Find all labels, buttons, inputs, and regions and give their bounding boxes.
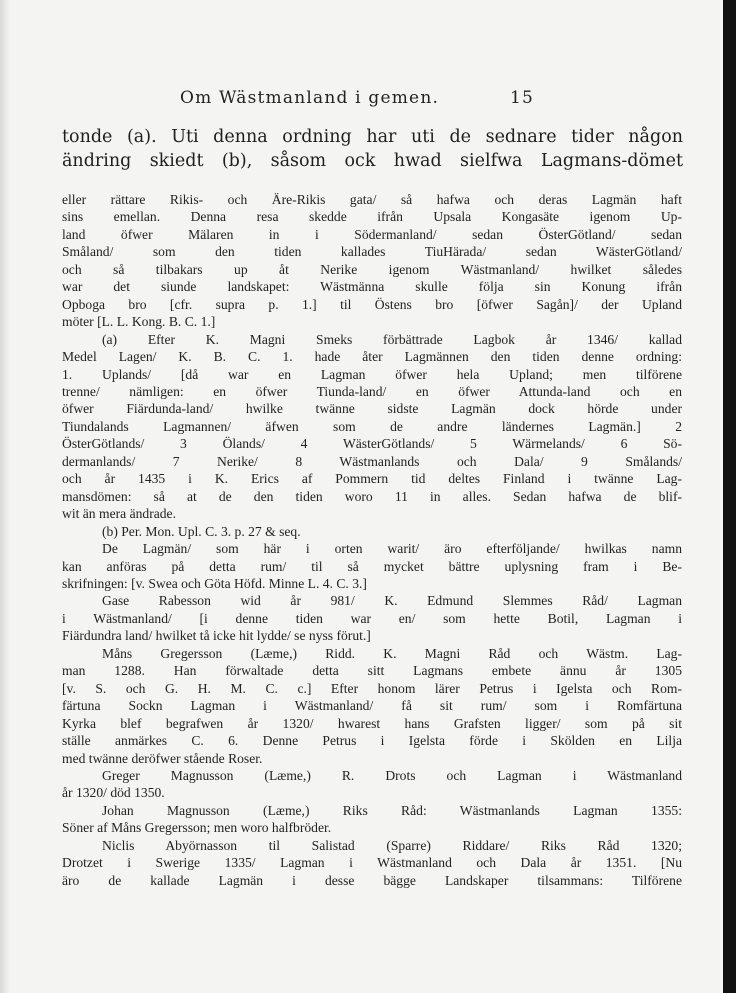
footnote-line: öfwer Fiärdunda-land/ hwilke twänne sidste Lagmän dock hörde under [62,401,682,417]
footnote-line: Söner af Måns Gregersson; men woro halfbröder. [62,820,332,836]
main-text-line: tonde (a). Uti denna ordning har uti de sednare tider någon [62,127,683,147]
footnote-line: med twänne deröfwer stående Roser. [62,750,263,766]
footnote-line: ÖsterGötlands/ 3 Ölands/ 4 WästerGötlands/ 5 Wärmelands/ 6 Sö- [62,436,682,452]
footnote-line: färtuna Sockn Lagman i Wästmanland/ få sit rum/ som i Romfärtuna [62,698,682,714]
footnote-line: (b) Per. Mon. Upl. C. 3. p. 27 & seq. [102,523,301,539]
footnote-line: Måns Gregersson (Læme,) Ridd. K. Magni Råd och Wästm. Lag- [102,645,682,661]
footnote-line: land öfwer Mälaren in i Södermanland/ sedan ÖsterGötland/ sedan [62,226,682,242]
footnote-line: [v. S. och G. H. M. C. c.] Efter honom lärer Petrus i Igelsta och Rom- [62,680,682,696]
header-title: Om Wästmanland i gemen. [180,88,440,108]
footnote-line: dermanlands/ 7 Nerike/ 8 Wästmanlands och Dala/ 9 Smålands/ [62,453,682,469]
footnote-line: man 1288. Han förwaltade detta sitt Lagmans embete ännu år 1305 [62,663,682,679]
footnote-line: eller rättare Rikis- och Äre-Rikis gata/ så hafwa och deras Lagmän haft [62,192,682,207]
footnote-line: (a) Efter K. Magni Smeks förbättrade Lagbok år 1346/ kallad [102,331,682,347]
footnote-line: 1. Uplands/ [då war en Lagman öfwer hela Upland; men tilförene [62,366,682,382]
footnote-line: Kyrka blef begrafwen år 1320/ hwarest hans Grafsten ligger/ som på sit [62,715,682,731]
footnote-line: Opboga bro [cfr. supra p. 1.] til Östens bro [öfwer Sagån]/ der Upland [62,296,682,312]
footnote-line: war det siunde landskapet: Wästmänna skulle följa sin Konung ifrån [62,279,682,295]
footnote-line: skrifningen: [v. Swea och Göta Höfd. Minne L. 4. C. 3.] [62,575,367,591]
main-text-line: ändring skiedt (b), såsom ock hwad sielfwa Lagmans-dömet [62,151,683,171]
footnote-line: Fiärdundra land/ hwilket tå icke hit lydde/ se nyss förut.] [62,628,371,644]
footnote-line: möter [L. L. Kong. B. C. 1.] [62,314,216,330]
footnote-line: Greger Magnusson (Læme,) R. Drots och Lagman i Wästmanland [102,767,682,783]
footnote-line: Niclis Abyörnasson til Salistad (Sparre) Riddare/ Riks Råd 1320; [102,837,682,853]
footnote-line: Gase Rabesson wid år 981/ K. Edmund Slemmes Råd/ Lagman [102,593,682,609]
page-number: 15 [510,88,535,108]
footnote-line: mansdömen: så at de den tiden woro 11 in alles. Sedan hafwa de blif- [62,488,682,504]
footnote-line: De Lagmän/ som här i orten warit/ äro efterföljande/ hwilkas namn [102,541,682,557]
footnote-line: äro de kallade Lagmän i desse bägge Landskaper tilsammans: Tilförene [62,872,682,888]
footnote-line: Johan Magnusson (Læme,) Riks Råd: Wästmanlands Lagman 1355: [102,802,682,818]
footnotes [62,191,682,889]
page-edge-shadow [723,0,736,993]
footnote-line: kan anföras på detta rum/ til så mycket bättre uplysning fram i Be- [62,558,682,574]
footnote-line: och så tilbakars up åt Nerike igenom Wästmanland/ hwilket således [62,261,682,277]
footnote-line: år 1320/ död 1350. [62,785,165,801]
footnote-line: och år 1435 i K. Erics af Pommern tid deltes Finland i twänne Lag- [62,471,682,487]
footnote-line: wit än mera ändrade. [62,506,176,522]
page-spine-shadow [0,0,10,993]
main-text [62,125,683,173]
footnote-line: i Wästmanland/ [i denne tiden war en/ som hette Botil, Lagman i [62,610,682,626]
footnote-line: Småland/ som den tiden kallades TiuHärada/ sedan WästerGötland/ [62,244,682,260]
footnote-line: Medel Lagen/ K. B. C. 1. hade åter Lagmännen den tiden denne ordning: [62,349,682,365]
footnote-line: ställe anmärkes C. 6. Denne Petrus i Igelsta förde i Skölden en Lilja [62,733,682,749]
footnote-line: sins emellan. Denna resa skedde ifrån Upsala Kongasäte igenom Up- [62,209,682,225]
footnote-line: trenne/ nämligen: en öfwer Tiunda-land/ en öfwer Attunda-land och en [62,383,682,399]
footnote-line: Drotzet i Swerige 1335/ Lagman i Wästmanland och Dala år 1351. [Nu [62,855,682,871]
footnote-line: Tiundalands Lagmannen/ äfwen som de andre ländernes Lagmän.] 2 [62,418,682,434]
